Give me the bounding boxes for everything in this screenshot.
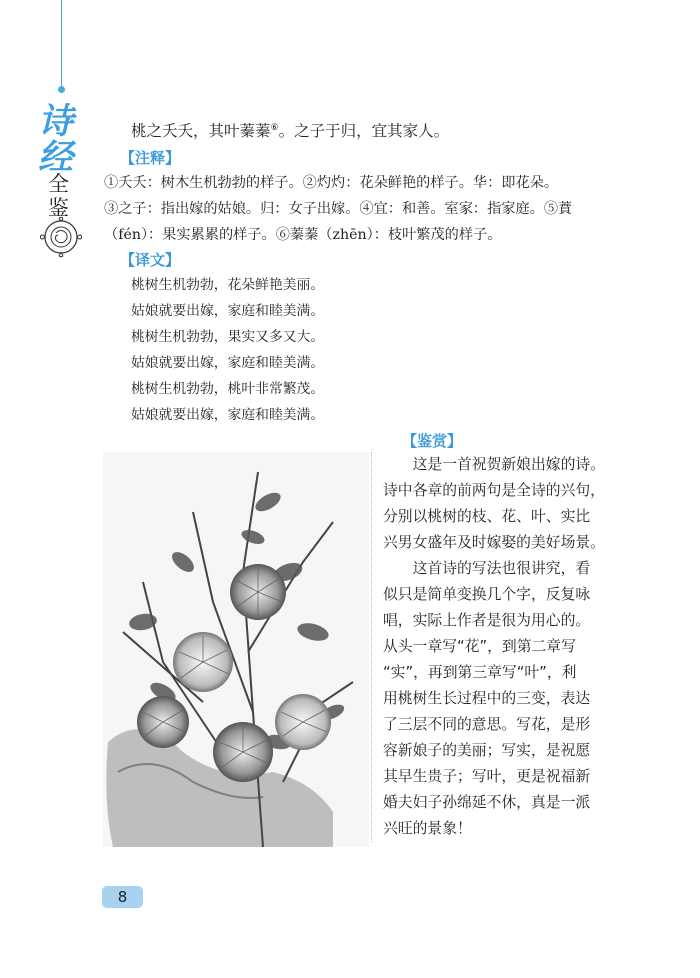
poem-line-rest: 。之子于归，宜其家人。 xyxy=(278,122,450,140)
translation-heading: 【译文】 xyxy=(120,251,181,269)
book-title-char-1: 诗 xyxy=(38,101,74,142)
poem-line xyxy=(131,119,449,141)
appreciation-line: 这首诗的写法也很讲究，看 xyxy=(383,560,591,577)
chrysanthemum-illustration xyxy=(103,452,369,847)
header-rule-dot xyxy=(58,86,65,93)
appreciation-line: 兴男女盛年及时嫁娶的美好场景。 xyxy=(383,534,605,551)
book-subtitle-char-1: 全 xyxy=(48,172,69,196)
translation-line: 姑娘就要出嫁，家庭和睦美满。 xyxy=(131,355,325,371)
appreciation-line: 从头一章写“花”，到第二章写 xyxy=(383,638,576,655)
appreciation-line: 诗中各章的前两句是全诗的兴句， xyxy=(383,482,605,499)
appreciation-line: 了三层不同的意思。写花，是形 xyxy=(383,716,591,733)
poem-line-text: 桃之夭夭，其叶蓁蓁 xyxy=(131,122,271,140)
translation-line: 姑娘就要出嫁，家庭和睦美满。 xyxy=(131,303,325,319)
book-title-logo xyxy=(34,94,94,269)
appreciation-line: 唱，实际上作者是很为用心的。 xyxy=(383,612,591,629)
appreciation-line: 用桃树生长过程中的三变，表达 xyxy=(383,690,591,707)
appreciation-line: 似只是简单变换几个字，反复咏 xyxy=(383,586,591,603)
header-rule-line xyxy=(61,0,62,88)
book-subtitle-char-2: 鉴 xyxy=(48,196,69,220)
notes-body xyxy=(104,170,604,248)
notes-line: ③之子：指出嫁的姑娘。归：女子出嫁。④宜：和善。室家：指家庭。⑤蕡 xyxy=(104,201,573,217)
appreciation-heading: 【鉴赏】 xyxy=(402,432,463,450)
notes-line: ①夭夭：树木生机勃勃的样子。②灼灼：花朵鲜艳的样子。华：即花朵。 xyxy=(104,175,559,191)
column-divider xyxy=(371,452,373,842)
page-number-tab xyxy=(102,886,143,908)
appreciation-line: 其早生贵子；写叶，更是祝福新 xyxy=(383,768,591,785)
ornament-icon xyxy=(36,216,86,258)
notes-heading: 【注释】 xyxy=(120,149,181,167)
appreciation-line: 容新娘子的美丽；写实，是祝愿 xyxy=(383,742,591,759)
translation-line: 桃树生机勃勃，果实又多又大。 xyxy=(131,329,325,345)
page-number: 8 xyxy=(117,888,128,906)
translation-line: 桃树生机勃勃，桃叶非常繁茂。 xyxy=(131,381,325,397)
translation-line: 姑娘就要出嫁，家庭和睦美满。 xyxy=(131,407,325,423)
appreciation-body xyxy=(383,452,603,842)
translation-body xyxy=(131,272,324,428)
appreciation-line: 婚夫妇子孙绵延不休，真是一派 xyxy=(383,794,591,811)
book-title-char-2: 经 xyxy=(38,137,74,178)
appreciation-line: 兴旺的景象！ xyxy=(383,820,472,837)
appreciation-line: “实”，再到第三章写“叶”，利 xyxy=(383,664,577,681)
translation-line: 桃树生机勃勃，花朵鲜艳美丽。 xyxy=(131,277,325,293)
footnote-marker: ⑥ xyxy=(270,122,279,133)
appreciation-line: 分别以桃树的枝、花、叶、实比 xyxy=(383,508,591,525)
notes-line: （fén）：果实累累的样子。⑥蓁蓁（zhēn）：枝叶繁茂的样子。 xyxy=(104,227,502,243)
appreciation-line: 这是一首祝贺新娘出嫁的诗。 xyxy=(383,456,605,473)
